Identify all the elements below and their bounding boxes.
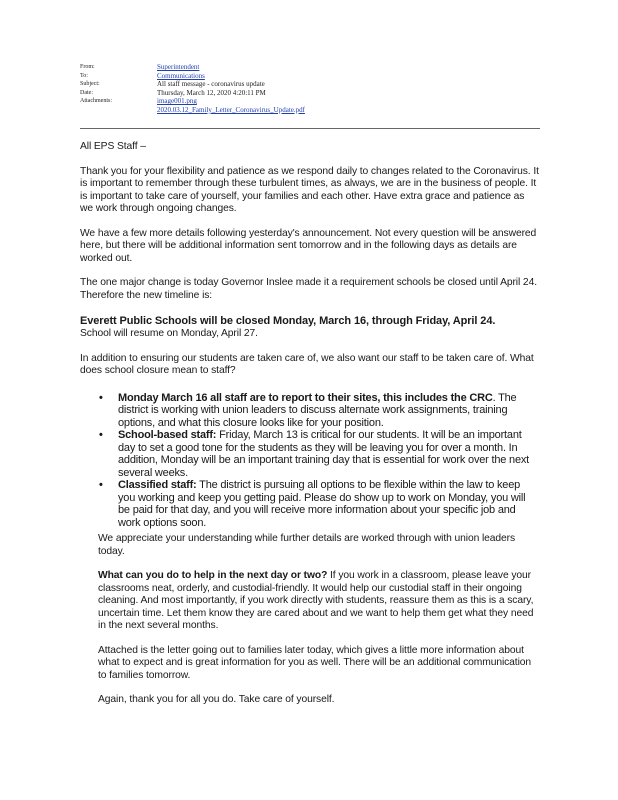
resume-statement: School will resume on Monday, April 27. xyxy=(80,328,258,340)
paragraph-appreciation: We appreciate your understanding while further details are worked through with union leaders today. xyxy=(98,533,516,557)
bullet-lead: Classified staff: xyxy=(118,479,197,492)
paragraph-intro: Thank you for your flexibility and patience as we respond daily to changes related to the Coronavirus. It is important to remember through these turbulent times, as always, we are in the business of people. It is important to take care of yourself, your families and each other. Have extra grace and patience as we work through ongoing changes. xyxy=(80,165,539,215)
from-link[interactable]: Superintendent xyxy=(157,63,200,71)
paragraph-details: We have a few more details following yesterday's announcement. Not every question will be answered here, but there will be additional information sent tomorrow and in the following days as details are worked out. xyxy=(80,227,537,264)
greeting: All EPS Staff – xyxy=(80,141,146,152)
closure-paragraph xyxy=(80,315,540,341)
attachments-label: Attachments: xyxy=(80,98,112,105)
header-attachments-row-2 xyxy=(80,106,540,115)
subject-value: All staff message - coronavirus update xyxy=(157,80,265,89)
bullet-text: . The district is working with union leaders to discuss alternate work assignments, training options, and what this closure looks like for your position. xyxy=(118,391,517,429)
closure-statement: Everett Public Schools will be closed Monday, March 16, through Friday, April 24. xyxy=(80,314,496,327)
bullet-icon: • xyxy=(99,479,103,492)
bullet-icon: • xyxy=(99,391,103,404)
bullet-text: Friday, March 13 is critical for our students. It will be an important day to set a good tone for the students as they will be leaving you for over a month. In addition, Monday will be an important training day that is essential for work over the next several weeks. xyxy=(118,429,530,479)
header-attachments-row xyxy=(80,97,540,106)
staff-bullet-list xyxy=(99,392,540,530)
help-text: If you work in a classroom, please leave your classrooms neat, orderly, and custodial-friendly. It would help our custodial staff in their ongoing cleaning. And most importantly, if you work directly with students, reassure them as this is a scary, uncertain time. Let them know they are cared about and we want to help them get what they need in the next several months. xyxy=(98,570,534,631)
bullet-text: The district is pursuing all options to be flexible within the law to keep you working and keep you getting paid. Please do show up to work on Monday, you will be paid for that day, and you will receive more information about your specific job and work options soon. xyxy=(118,479,526,529)
bullet-lead: Monday March 16 all staff are to report to their sites, this includes the CRC xyxy=(118,391,493,404)
list-item xyxy=(99,392,540,430)
header-divider xyxy=(80,128,540,129)
header-subject-row xyxy=(80,80,540,89)
header-to-row xyxy=(80,72,540,81)
date-value: Thursday, March 12, 2020 4:20:11 PM xyxy=(157,88,266,97)
header-date-row xyxy=(80,89,540,98)
attachment-link-image[interactable]: image001.png xyxy=(157,97,197,106)
paragraph-help xyxy=(98,570,540,632)
bullet-icon: • xyxy=(99,429,103,442)
attachment-link-pdf[interactable]: 2020.03.12_Family_Letter_Coronavirus_Update.pdf xyxy=(157,105,305,114)
to-link[interactable]: Communications xyxy=(157,71,205,80)
to-label: To: xyxy=(80,72,88,79)
header-from-row xyxy=(80,63,540,72)
attachments-label-spacer xyxy=(80,106,157,115)
date-label: Date: xyxy=(80,89,93,96)
paragraph-timeline: The one major change is today Governor Inslee made it a requirement schools be closed until April 24. Therefore the new timeline is: xyxy=(80,277,537,301)
paragraph-staff: In addition to ensuring our students are taken care of, we also want our staff to be taken care of. What does school closure mean to staff? xyxy=(80,352,534,377)
help-heading: What can you do to help in the next day or two? xyxy=(98,570,328,582)
email-body xyxy=(80,141,540,719)
paragraph-closing: Again, thank you for all you do. Take care of yourself. xyxy=(98,694,335,706)
indented-section xyxy=(98,533,540,707)
list-item xyxy=(99,429,540,479)
bullet-lead: School-based staff: xyxy=(118,429,217,442)
from-label: From: xyxy=(80,64,95,70)
paragraph-attachment: Attached is the letter going out to families later today, which gives a little more information about what to expect and is great information for you as well. There will be an additional communication to families tomorrow. xyxy=(98,644,532,681)
subject-label: Subject: xyxy=(80,81,100,88)
email-header xyxy=(80,63,540,115)
list-item xyxy=(99,479,540,529)
